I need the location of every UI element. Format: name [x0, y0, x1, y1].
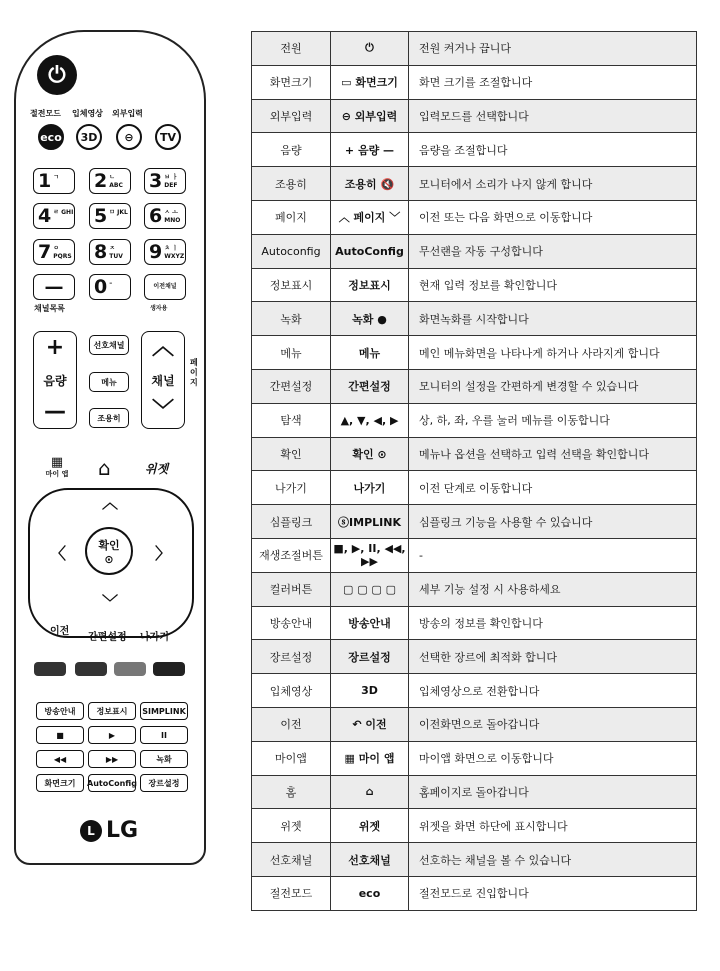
legend-icon: ↶ 이전 [331, 707, 409, 741]
legend-name: 컬러버튼 [252, 572, 331, 606]
num-3-button[interactable]: 3 ㅂ ㅏ DEF [144, 168, 186, 194]
num-8-button[interactable]: 8 ㅈ TUV [89, 239, 131, 265]
back-button[interactable]: 이전 [50, 626, 70, 637]
legend-name: 절전모드 [252, 876, 331, 910]
legend-row [252, 234, 697, 268]
legend-name: 선호채널 [252, 843, 331, 877]
legend-description: 모니터에서 소리가 나지 않게 합니다 [409, 167, 697, 201]
legend-row [252, 302, 697, 336]
legend-description: 입체영상으로 전환합니다 [409, 674, 697, 708]
ok-button[interactable]: 확인 ⊙ [85, 527, 133, 575]
legend-name: 메뉴 [252, 336, 331, 370]
num-2-button[interactable]: 2 ㄴ ABC [89, 168, 131, 194]
legend-row [252, 538, 697, 572]
eco-button[interactable]: eco [38, 124, 64, 150]
legend-icon: eco [331, 876, 409, 910]
legend-icon: 나가기 [331, 471, 409, 505]
info-button[interactable]: 정보표시 [88, 702, 136, 720]
legend-name: 마이앱 [252, 741, 331, 775]
button-legend-table [251, 31, 697, 911]
dash-button[interactable]: — [33, 274, 75, 300]
favorite-channel-button[interactable]: 선호채널 [89, 335, 129, 355]
legend-name: 장르설정 [252, 640, 331, 674]
volume-label: 음량 [43, 373, 67, 388]
legend-row [252, 843, 697, 877]
legend-name: 확인 [252, 437, 331, 471]
legend-icon: 녹화 ● [331, 302, 409, 336]
legend-icon: ⊖ 외부입력 [331, 99, 409, 133]
legend-icon: 선호채널 [331, 843, 409, 877]
legend-row [252, 640, 697, 674]
channel-down-icon[interactable]: ﹀ [151, 399, 174, 424]
legend-icon: 위젯 [331, 809, 409, 843]
favorite-small-label: 생자용 [150, 305, 168, 312]
legend-row [252, 876, 697, 910]
legend-icon: ⏻ [331, 32, 409, 66]
legend-description: 모니터의 설정을 간편하게 변경할 수 있습니다 [409, 369, 697, 403]
legend-row [252, 133, 697, 167]
legend-description: 방송의 정보를 확인합니다 [409, 606, 697, 640]
legend-description: 세부 기능 설정 시 사용하세요 [409, 572, 697, 606]
myapp-icon: ▦ [50, 455, 64, 470]
legend-description: 전원 켜거나 끕니다 [409, 32, 697, 66]
legend-description: 상, 하, 좌, 우를 눌러 메뉴를 이동합니다 [409, 403, 697, 437]
legend-name: 재생조절버튼 [252, 538, 331, 572]
legend-row [252, 369, 697, 403]
legend-row [252, 32, 697, 66]
legend-name: 간편설정 [252, 369, 331, 403]
legend-name: 홈 [252, 775, 331, 809]
blue-key[interactable] [153, 662, 185, 676]
num-7-button[interactable]: 7 ㅇ PQRS [33, 239, 75, 265]
home-icon[interactable]: ⌂ [98, 456, 111, 480]
down-arrow-icon[interactable]: ﹀ [102, 593, 119, 612]
legend-description: - [409, 538, 697, 572]
legend-icon: 조용히 🔇 [331, 167, 409, 201]
legend-icon: 간편설정 [331, 369, 409, 403]
mute-button[interactable]: 조용히 [89, 408, 129, 428]
legend-name: 위젯 [252, 809, 331, 843]
legend-row [252, 99, 697, 133]
legend-description: 선택한 장르에 최적화 합니다 [409, 640, 697, 674]
num-1-button[interactable]: 1 ㄱ [33, 168, 75, 194]
legend-description: 무선랜을 자동 구성합니다 [409, 234, 697, 268]
exit-button[interactable]: 나가기 [140, 632, 169, 643]
legend-name: 외부입력 [252, 99, 331, 133]
3d-button[interactable]: 3D [76, 124, 102, 150]
legend-description: 화면녹화를 시작합니다 [409, 302, 697, 336]
legend-name: 음량 [252, 133, 331, 167]
channel-up-icon[interactable]: ︿ [151, 335, 174, 360]
left-arrow-icon[interactable]: 〈 [50, 544, 67, 563]
red-key[interactable] [34, 662, 66, 676]
legend-description: 홈페이지로 돌아갑니다 [409, 775, 697, 809]
num-6-button[interactable]: 6 ㅅ ㅗ MNO [144, 203, 186, 229]
legend-row [252, 65, 697, 99]
power-button[interactable]: ⏻ [37, 55, 77, 95]
legend-name: 입체영상 [252, 674, 331, 708]
legend-row [252, 403, 697, 437]
legend-row [252, 505, 697, 539]
legend-name: Autoconfig [252, 234, 331, 268]
legend-description: 입력모드를 선택합니다 [409, 99, 697, 133]
record-button[interactable]: 녹화 [140, 750, 188, 768]
legend-icon: ⌂ [331, 775, 409, 809]
legend-description: 심플링크 기능을 사용할 수 있습니다 [409, 505, 697, 539]
num-0-button[interactable]: 0 – [89, 274, 131, 300]
legend-description: 메인 메뉴화면을 나타나게 하거나 사라지게 합니다 [409, 336, 697, 370]
legend-row [252, 606, 697, 640]
menu-button[interactable]: 메뉴 [89, 372, 129, 392]
legend-row [252, 775, 697, 809]
legend-icon: ▭ 화면크기 [331, 65, 409, 99]
legend-icon: ▦ 마이 앱 [331, 741, 409, 775]
legend-icon: ▢ ▢ ▢ ▢ [331, 572, 409, 606]
channel-rocker[interactable] [141, 331, 185, 429]
lg-mark-icon: L [80, 820, 102, 842]
yellow-key[interactable] [114, 662, 146, 676]
legend-row [252, 200, 697, 234]
legend-description: 메뉴나 옵션을 선택하고 입력 선택을 확인합니다 [409, 437, 697, 471]
ratio-button[interactable]: 화면크기 [36, 774, 84, 792]
legend-description: 음량을 조절합니다 [409, 133, 697, 167]
input-label: 외부입력 [112, 109, 143, 118]
genre-button[interactable]: 장르설정 [140, 774, 188, 792]
widget-button[interactable]: 위젯 [145, 462, 169, 476]
legend-icon: 확인 ⊙ [331, 437, 409, 471]
legend-row [252, 268, 697, 302]
legend-icon: 3D [331, 674, 409, 708]
legend-description: 선호하는 채널을 볼 수 있습니다 [409, 843, 697, 877]
simplink-button[interactable]: SIMPLINK [140, 702, 188, 720]
legend-row [252, 741, 697, 775]
legend-name: 나가기 [252, 471, 331, 505]
tv-button[interactable]: TV [155, 124, 181, 150]
legend-row [252, 809, 697, 843]
legend-name: 정보표시 [252, 268, 331, 302]
autoconfig-button[interactable]: AutoConfig [88, 774, 136, 792]
legend-description: 이전 또는 다음 화면으로 이동합니다 [409, 200, 697, 234]
green-key[interactable] [75, 662, 107, 676]
legend-row [252, 674, 697, 708]
rewind-button[interactable]: ◀◀ [36, 750, 84, 768]
eco-label: 절전모드 [30, 109, 61, 118]
legend-row [252, 572, 697, 606]
legend-icon: ▲, ▼, ◀, ▶ [331, 403, 409, 437]
legend-name: 화면크기 [252, 65, 331, 99]
quick-settings-button[interactable]: 간편설정 [88, 632, 127, 643]
channel-label: 채널 [151, 373, 175, 388]
channel-list-label: 채널목록 [34, 304, 65, 313]
num-9-button[interactable]: 9 ㅊ ㅣ WXYZ [144, 239, 186, 265]
legend-description: 이전 단계로 이동합니다 [409, 471, 697, 505]
3d-label: 입체영상 [72, 109, 103, 118]
fast-forward-button[interactable]: ▶▶ [88, 750, 136, 768]
prev-channel-button[interactable]: 이전채널 [144, 274, 186, 300]
right-arrow-icon[interactable]: 〉 [155, 544, 172, 563]
legend-icon: + 음량 — [331, 133, 409, 167]
legend-icon: ■, ▶, II, ◀◀, ▶▶ [331, 538, 409, 572]
legend-description: 절전모드로 진입합니다 [409, 876, 697, 910]
legend-description: 위젯을 화면 하단에 표시합니다 [409, 809, 697, 843]
legend-icon: ⓢIMPLINK [331, 505, 409, 539]
legend-row [252, 336, 697, 370]
volume-rocker[interactable] [33, 331, 77, 429]
legend-icon: ︿ 페이지 ﹀ [331, 200, 409, 234]
input-button[interactable] [116, 124, 142, 150]
page-label: 페이지 [190, 358, 198, 387]
lg-logo: L LG [80, 818, 138, 843]
legend-description: 화면 크기를 조절합니다 [409, 65, 697, 99]
legend-description: 마이앱 화면으로 이동합니다 [409, 741, 697, 775]
legend-name: 조용히 [252, 167, 331, 201]
legend-icon: 장르설정 [331, 640, 409, 674]
legend-row [252, 707, 697, 741]
up-arrow-icon[interactable]: ︿ [102, 493, 119, 512]
legend-name: 탐색 [252, 403, 331, 437]
legend-name: 페이지 [252, 200, 331, 234]
num-4-button[interactable]: 4 ㄹ GHI [33, 203, 75, 229]
legend-row [252, 167, 697, 201]
legend-description: 현재 입력 정보를 확인합니다 [409, 268, 697, 302]
legend-icon: 정보표시 [331, 268, 409, 302]
myapp-button[interactable]: ▦ 마이 앱 [40, 456, 74, 479]
legend-row [252, 471, 697, 505]
guide-button[interactable]: 방송안내 [36, 702, 84, 720]
num-5-button[interactable]: 5 ㅁ JKL [89, 203, 131, 229]
legend-name: 녹화 [252, 302, 331, 336]
legend-name: 심플링크 [252, 505, 331, 539]
legend-name: 방송안내 [252, 606, 331, 640]
legend-name: 전원 [252, 32, 331, 66]
volume-down-icon[interactable]: — [44, 399, 66, 424]
stop-button[interactable]: ■ [36, 726, 84, 744]
play-button[interactable]: ▶ [88, 726, 136, 744]
legend-name: 이전 [252, 707, 331, 741]
legend-row [252, 437, 697, 471]
input-icon: ⊖ [124, 130, 134, 144]
ok-dot-icon: ⊙ [104, 552, 114, 566]
legend-description: 이전화면으로 돌아갑니다 [409, 707, 697, 741]
volume-up-icon[interactable]: + [45, 335, 65, 360]
legend-icon: 메뉴 [331, 336, 409, 370]
legend-icon: AutoConfig [331, 234, 409, 268]
legend-icon: 방송안내 [331, 606, 409, 640]
pause-button[interactable]: II [140, 726, 188, 744]
